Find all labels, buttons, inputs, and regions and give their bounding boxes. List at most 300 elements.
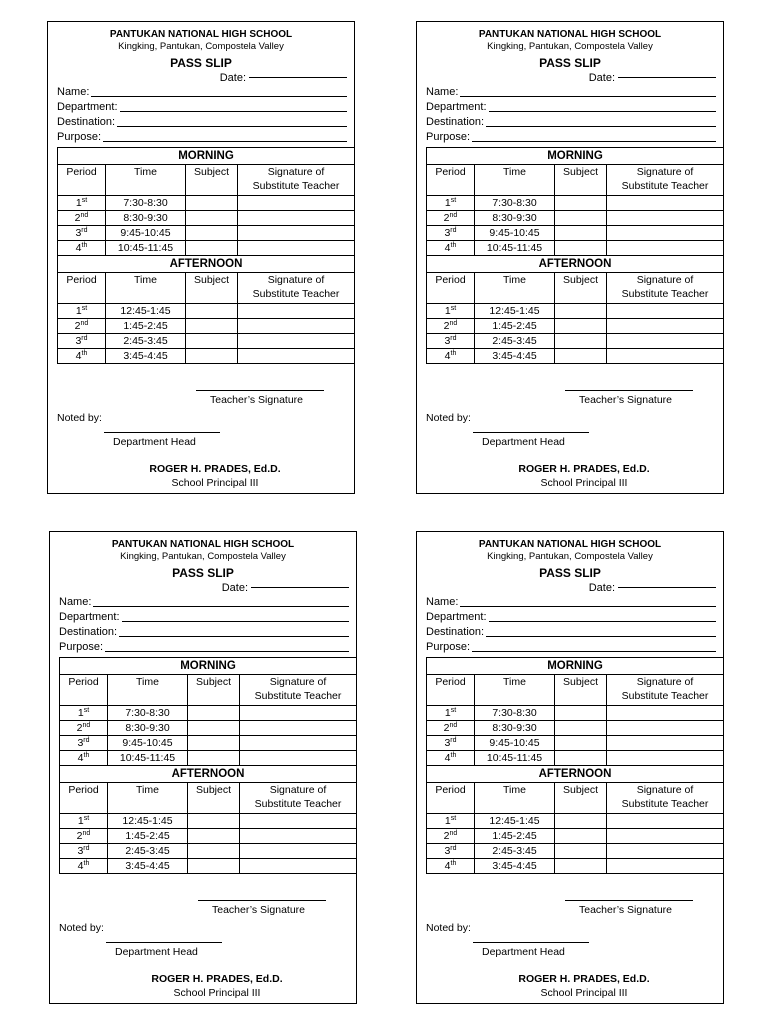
field-line	[103, 140, 347, 142]
destination-field[interactable]	[417, 115, 723, 130]
period-number: 1	[75, 197, 82, 209]
substitute-signature-cell[interactable]	[607, 226, 724, 241]
period-number: 4	[444, 242, 451, 254]
subject-cell[interactable]	[188, 706, 240, 721]
col-subject: Subject	[186, 165, 238, 196]
period-cell	[427, 751, 475, 766]
period-suffix: th	[81, 242, 88, 249]
substitute-signature-cell[interactable]	[238, 241, 355, 256]
subject-cell[interactable]	[555, 829, 607, 844]
field-label: Department:	[426, 611, 487, 623]
table-row	[427, 736, 724, 751]
slip-title: PASS SLIP	[172, 566, 234, 580]
col-period: Period	[58, 165, 106, 196]
date-field[interactable]	[417, 71, 723, 85]
slip-title: PASS SLIP	[539, 56, 601, 70]
time-cell: 9:45-10:45	[475, 226, 555, 241]
period-cell	[427, 859, 475, 874]
subject-cell[interactable]	[555, 844, 607, 859]
period-cell	[427, 706, 475, 721]
period-suffix: th	[83, 752, 90, 759]
period-suffix: nd	[82, 722, 91, 729]
period-suffix: th	[450, 350, 457, 357]
col-signature-line1: Signature of	[269, 676, 327, 688]
time-cell: 2:45-3:45	[475, 844, 555, 859]
col-signature	[240, 783, 357, 814]
period-number: 3	[444, 737, 451, 749]
table-row	[58, 226, 355, 241]
subject-cell[interactable]	[555, 349, 607, 364]
col-signature-line2: Substitute Teacher	[254, 798, 342, 810]
department-head-line[interactable]	[104, 432, 220, 433]
department-field[interactable]	[417, 100, 723, 115]
field-label: Department:	[57, 101, 118, 113]
subject-cell[interactable]	[555, 814, 607, 829]
table-row	[427, 814, 724, 829]
time-cell: 9:45-10:45	[108, 736, 188, 751]
subject-cell[interactable]	[186, 319, 238, 334]
table-row	[60, 721, 357, 736]
table-row	[60, 706, 357, 721]
period-cell	[58, 241, 106, 256]
teacher-signature-label: Teacher’s Signature	[579, 904, 673, 916]
pass-slip	[47, 21, 355, 494]
substitute-signature-cell[interactable]	[607, 349, 724, 364]
period-number: 1	[75, 305, 82, 317]
purpose-field[interactable]	[48, 130, 354, 145]
table-row	[427, 241, 724, 256]
subject-cell[interactable]	[555, 211, 607, 226]
table-row	[58, 304, 355, 319]
schedule-table	[59, 657, 357, 874]
purpose-field[interactable]	[417, 130, 723, 145]
subject-cell[interactable]	[555, 721, 607, 736]
substitute-signature-cell[interactable]	[607, 844, 724, 859]
department-head-label: Department Head	[115, 946, 198, 958]
period-suffix: nd	[449, 212, 458, 219]
period-cell	[58, 196, 106, 211]
table-row	[427, 226, 724, 241]
school-name: PANTUKAN NATIONAL HIGH SCHOOL	[478, 539, 662, 550]
col-subject: Subject	[188, 783, 240, 814]
period-cell	[60, 751, 108, 766]
col-time: Time	[108, 783, 188, 814]
pass-slip	[416, 531, 724, 1004]
department-field[interactable]	[50, 610, 356, 625]
period-number: 2	[76, 830, 83, 842]
substitute-signature-cell[interactable]	[240, 814, 357, 829]
substitute-signature-cell[interactable]	[240, 706, 357, 721]
time-cell: 10:45-11:45	[475, 751, 555, 766]
period-suffix: th	[83, 860, 90, 867]
period-number: 2	[74, 320, 81, 332]
teacher-signature-label: Teacher’s Signature	[579, 394, 673, 406]
schedule-table	[57, 147, 355, 364]
col-signature	[607, 165, 724, 196]
morning-header: MORNING	[60, 658, 357, 675]
field-line	[486, 635, 716, 637]
period-number: 4	[444, 752, 451, 764]
period-cell	[58, 319, 106, 334]
substitute-signature-cell[interactable]	[607, 304, 724, 319]
substitute-signature-cell[interactable]	[607, 736, 724, 751]
table-row	[60, 829, 357, 844]
period-suffix: rd	[450, 737, 457, 744]
department-field[interactable]	[417, 610, 723, 625]
period-cell	[60, 859, 108, 874]
name-field[interactable]	[48, 85, 354, 100]
subject-cell[interactable]	[188, 814, 240, 829]
substitute-signature-cell[interactable]	[607, 721, 724, 736]
table-row	[427, 706, 724, 721]
time-cell: 3:45-4:45	[475, 349, 555, 364]
period-cell	[58, 226, 106, 241]
field-line	[486, 125, 716, 127]
period-number: 1	[444, 305, 451, 317]
period-suffix: nd	[80, 320, 89, 327]
subject-cell[interactable]	[186, 196, 238, 211]
col-signature-line1: Signature of	[267, 166, 325, 178]
principal-name: ROGER H. PRADES, Ed.D.	[518, 463, 650, 475]
col-signature-line2: Substitute Teacher	[621, 798, 709, 810]
period-cell	[60, 721, 108, 736]
substitute-signature-cell[interactable]	[607, 706, 724, 721]
period-cell	[427, 319, 475, 334]
substitute-signature-cell[interactable]	[240, 859, 357, 874]
col-time: Time	[475, 675, 555, 706]
purpose-field[interactable]	[50, 640, 356, 655]
slip-title: PASS SLIP	[170, 56, 232, 70]
date-label: Date:	[588, 582, 615, 594]
pass-slip	[416, 21, 724, 494]
period-number: 1	[77, 707, 84, 719]
period-number: 3	[444, 335, 451, 347]
col-signature-line2: Substitute Teacher	[252, 180, 340, 192]
subject-cell[interactable]	[186, 334, 238, 349]
substitute-signature-cell[interactable]	[607, 211, 724, 226]
time-cell: 9:45-10:45	[475, 736, 555, 751]
date-line	[249, 76, 347, 78]
name-field[interactable]	[417, 595, 723, 610]
subject-cell[interactable]	[188, 751, 240, 766]
period-suffix: rd	[81, 227, 88, 234]
field-line	[472, 650, 716, 652]
subject-cell[interactable]	[555, 859, 607, 874]
col-signature-line1: Signature of	[267, 274, 325, 286]
period-cell	[427, 226, 475, 241]
table-row	[427, 211, 724, 226]
subject-cell[interactable]	[555, 319, 607, 334]
time-cell: 7:30-8:30	[108, 706, 188, 721]
subject-cell[interactable]	[186, 226, 238, 241]
purpose-field[interactable]	[417, 640, 723, 655]
period-cell	[427, 736, 475, 751]
department-head-line[interactable]	[106, 942, 222, 943]
teacher-signature-label: Teacher’s Signature	[210, 394, 304, 406]
period-cell	[427, 349, 475, 364]
period-suffix: st	[83, 815, 90, 822]
substitute-signature-cell[interactable]	[240, 751, 357, 766]
destination-field[interactable]	[417, 625, 723, 640]
table-row	[60, 751, 357, 766]
col-subject: Subject	[186, 273, 238, 304]
subject-cell[interactable]	[186, 211, 238, 226]
time-cell: 12:45-1:45	[106, 304, 186, 319]
col-subject: Subject	[555, 273, 607, 304]
col-subject: Subject	[188, 675, 240, 706]
subject-cell[interactable]	[188, 721, 240, 736]
teacher-signature-line[interactable]	[198, 900, 326, 901]
time-cell: 3:45-4:45	[108, 859, 188, 874]
subject-cell[interactable]	[555, 736, 607, 751]
table-row	[427, 196, 724, 211]
table-row	[58, 241, 355, 256]
period-suffix: th	[81, 350, 88, 357]
col-time: Time	[475, 783, 555, 814]
table-row	[427, 751, 724, 766]
time-cell: 3:45-4:45	[106, 349, 186, 364]
substitute-signature-cell[interactable]	[238, 211, 355, 226]
period-suffix: st	[450, 815, 457, 822]
table-row	[427, 349, 724, 364]
department-head-label: Department Head	[482, 436, 565, 448]
table-row	[60, 814, 357, 829]
destination-field[interactable]	[50, 625, 356, 640]
school-name: PANTUKAN NATIONAL HIGH SCHOOL	[478, 29, 662, 40]
period-cell	[427, 721, 475, 736]
period-suffix: nd	[449, 830, 458, 837]
school-address: Kingking, Pantukan, Compostela Valley	[487, 551, 653, 562]
substitute-signature-cell[interactable]	[607, 319, 724, 334]
period-number: 1	[444, 197, 451, 209]
col-signature	[607, 783, 724, 814]
col-period: Period	[60, 783, 108, 814]
date-line	[618, 76, 716, 78]
subject-cell[interactable]	[555, 226, 607, 241]
substitute-signature-cell[interactable]	[238, 196, 355, 211]
principal-name: ROGER H. PRADES, Ed.D.	[149, 463, 281, 475]
subject-cell[interactable]	[188, 844, 240, 859]
col-signature-line2: Substitute Teacher	[254, 690, 342, 702]
period-cell	[58, 304, 106, 319]
period-suffix: nd	[449, 320, 458, 327]
time-cell: 8:30-9:30	[475, 211, 555, 226]
table-row	[60, 844, 357, 859]
period-cell	[60, 844, 108, 859]
schedule-table	[426, 657, 724, 874]
field-line	[489, 110, 716, 112]
field-label: Destination:	[426, 116, 485, 128]
destination-field[interactable]	[48, 115, 354, 130]
substitute-signature-cell[interactable]	[607, 751, 724, 766]
field-label: Name:	[59, 596, 92, 608]
date-label: Date:	[219, 72, 246, 84]
col-period: Period	[427, 273, 475, 304]
col-signature	[607, 273, 724, 304]
period-cell	[58, 349, 106, 364]
period-cell	[427, 241, 475, 256]
time-cell: 7:30-8:30	[475, 706, 555, 721]
period-suffix: st	[450, 305, 457, 312]
substitute-signature-cell[interactable]	[238, 304, 355, 319]
period-suffix: rd	[83, 737, 90, 744]
col-signature	[240, 675, 357, 706]
substitute-signature-cell[interactable]	[607, 241, 724, 256]
col-signature-line2: Substitute Teacher	[252, 288, 340, 300]
col-signature	[607, 675, 724, 706]
substitute-signature-cell[interactable]	[238, 226, 355, 241]
period-number: 1	[444, 707, 451, 719]
col-time: Time	[475, 273, 555, 304]
col-signature-line1: Signature of	[636, 784, 694, 796]
period-number: 4	[77, 860, 84, 872]
time-cell: 12:45-1:45	[475, 814, 555, 829]
department-head-line[interactable]	[473, 942, 589, 943]
subject-cell[interactable]	[555, 304, 607, 319]
period-suffix: nd	[80, 212, 89, 219]
subject-cell[interactable]	[186, 349, 238, 364]
substitute-signature-cell[interactable]	[238, 319, 355, 334]
department-head-label: Department Head	[482, 946, 565, 958]
period-suffix: st	[83, 707, 90, 714]
period-cell	[60, 736, 108, 751]
period-suffix: rd	[83, 845, 90, 852]
field-label: Department:	[59, 611, 120, 623]
substitute-signature-cell[interactable]	[607, 814, 724, 829]
period-number: 2	[443, 722, 450, 734]
name-field[interactable]	[417, 85, 723, 100]
teacher-signature-line[interactable]	[565, 900, 693, 901]
period-number: 2	[443, 320, 450, 332]
school-name: PANTUKAN NATIONAL HIGH SCHOOL	[111, 539, 295, 550]
field-line	[91, 95, 347, 97]
col-signature-line1: Signature of	[636, 166, 694, 178]
period-suffix: st	[450, 707, 457, 714]
noted-by-label: Noted by:	[426, 922, 471, 934]
field-line	[120, 110, 347, 112]
department-head-line[interactable]	[473, 432, 589, 433]
school-name: PANTUKAN NATIONAL HIGH SCHOOL	[109, 29, 293, 40]
time-cell: 10:45-11:45	[106, 241, 186, 256]
principal-title: School Principal III	[540, 987, 628, 999]
substitute-signature-cell[interactable]	[240, 844, 357, 859]
subject-cell[interactable]	[555, 241, 607, 256]
afternoon-header: AFTERNOON	[60, 766, 357, 783]
field-line	[105, 650, 349, 652]
department-head-label: Department Head	[113, 436, 196, 448]
field-line	[472, 140, 716, 142]
col-time: Time	[106, 273, 186, 304]
afternoon-header: AFTERNOON	[427, 256, 724, 273]
subject-cell[interactable]	[188, 829, 240, 844]
col-time: Time	[108, 675, 188, 706]
substitute-signature-cell[interactable]	[607, 196, 724, 211]
teacher-signature-line[interactable]	[196, 390, 324, 391]
subject-cell[interactable]	[188, 859, 240, 874]
period-number: 2	[76, 722, 83, 734]
col-signature	[238, 273, 355, 304]
morning-header: MORNING	[58, 148, 355, 165]
period-cell	[427, 814, 475, 829]
teacher-signature-line[interactable]	[565, 390, 693, 391]
period-number: 3	[444, 227, 451, 239]
period-number: 3	[444, 845, 451, 857]
subject-cell[interactable]	[555, 196, 607, 211]
period-number: 1	[444, 815, 451, 827]
col-time: Time	[475, 165, 555, 196]
morning-header: MORNING	[427, 148, 724, 165]
principal-title: School Principal III	[173, 987, 261, 999]
substitute-signature-cell[interactable]	[240, 829, 357, 844]
subject-cell[interactable]	[555, 706, 607, 721]
period-cell	[427, 829, 475, 844]
period-number: 4	[444, 350, 451, 362]
substitute-signature-cell[interactable]	[240, 721, 357, 736]
time-cell: 1:45-2:45	[475, 829, 555, 844]
period-number: 3	[75, 227, 82, 239]
period-cell	[427, 334, 475, 349]
substitute-signature-cell[interactable]	[240, 736, 357, 751]
period-suffix: rd	[81, 335, 88, 342]
period-suffix: th	[450, 860, 457, 867]
subject-cell[interactable]	[186, 304, 238, 319]
substitute-signature-cell[interactable]	[238, 334, 355, 349]
date-label: Date:	[588, 72, 615, 84]
col-signature	[238, 165, 355, 196]
col-period: Period	[60, 675, 108, 706]
principal-name: ROGER H. PRADES, Ed.D.	[518, 973, 650, 985]
field-label: Name:	[57, 86, 90, 98]
table-row	[427, 844, 724, 859]
department-field[interactable]	[48, 100, 354, 115]
col-period: Period	[427, 675, 475, 706]
subject-cell[interactable]	[188, 736, 240, 751]
afternoon-header: AFTERNOON	[58, 256, 355, 273]
slip-title: PASS SLIP	[539, 566, 601, 580]
field-label: Name:	[426, 596, 459, 608]
name-field[interactable]	[50, 595, 356, 610]
substitute-signature-cell[interactable]	[607, 334, 724, 349]
col-signature-line1: Signature of	[636, 676, 694, 688]
table-row	[60, 859, 357, 874]
date-field[interactable]	[417, 581, 723, 595]
table-row	[60, 736, 357, 751]
table-row	[427, 334, 724, 349]
col-subject: Subject	[555, 783, 607, 814]
field-line	[460, 95, 716, 97]
table-row	[427, 859, 724, 874]
field-line	[93, 605, 349, 607]
col-subject: Subject	[555, 165, 607, 196]
principal-title: School Principal III	[540, 477, 628, 489]
substitute-signature-cell[interactable]	[607, 859, 724, 874]
time-cell: 1:45-2:45	[475, 319, 555, 334]
date-label: Date:	[221, 582, 248, 594]
substitute-signature-cell[interactable]	[238, 349, 355, 364]
time-cell: 3:45-4:45	[475, 859, 555, 874]
subject-cell[interactable]	[186, 241, 238, 256]
col-period: Period	[427, 783, 475, 814]
substitute-signature-cell[interactable]	[607, 829, 724, 844]
school-address: Kingking, Pantukan, Compostela Valley	[120, 551, 286, 562]
subject-cell[interactable]	[555, 334, 607, 349]
subject-cell[interactable]	[555, 751, 607, 766]
table-row	[427, 319, 724, 334]
date-field[interactable]	[48, 71, 354, 85]
col-signature-line2: Substitute Teacher	[621, 288, 709, 300]
table-row	[58, 319, 355, 334]
date-field[interactable]	[50, 581, 356, 595]
